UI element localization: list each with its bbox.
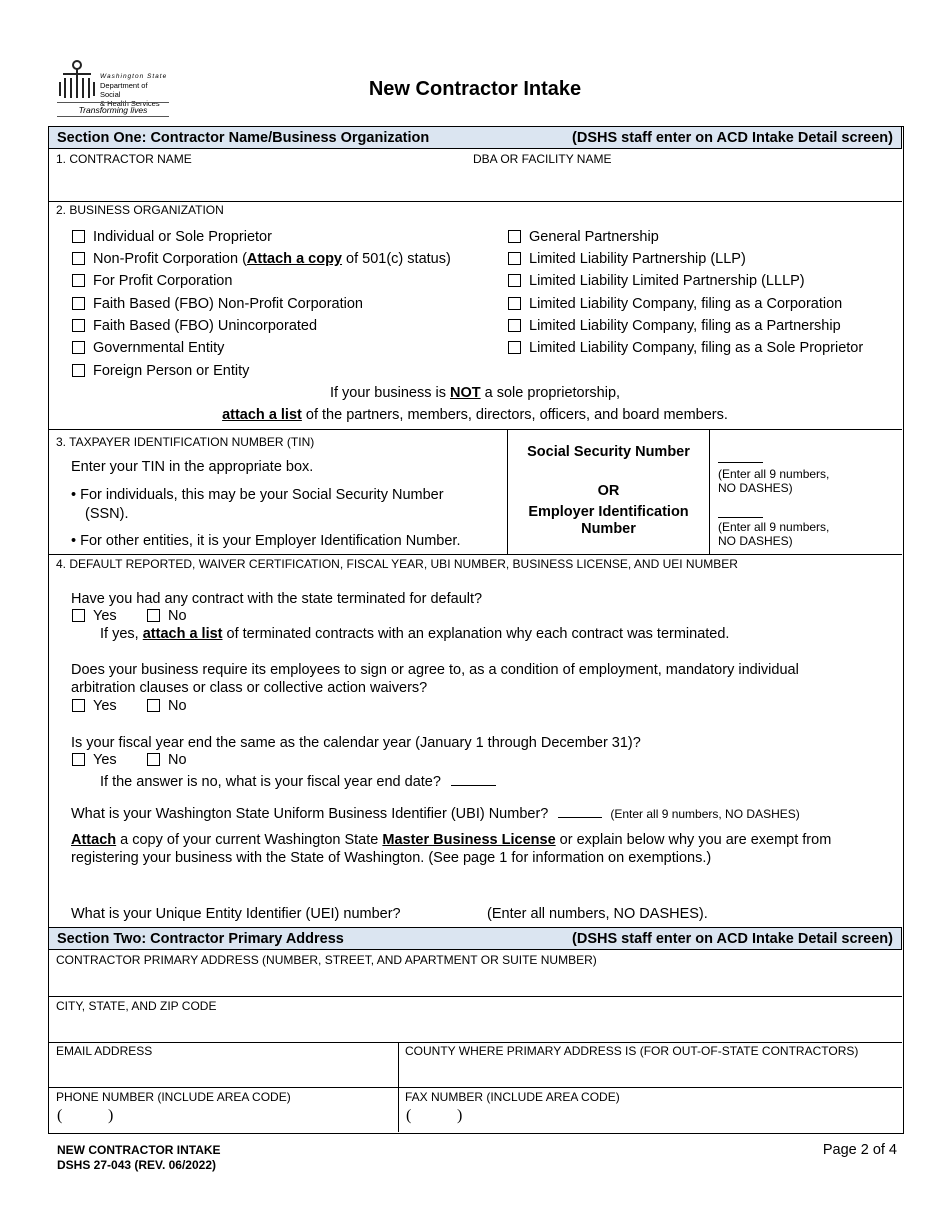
uei-question: What is your Unique Entity Identifier (UEI) number? <box>71 906 401 922</box>
not-sole-proprietor-note: If your business is NOT a sole proprietorship, <box>329 385 621 401</box>
org-option-governmental[interactable]: Governmental Entity <box>72 340 224 356</box>
checkbox[interactable] <box>72 297 85 310</box>
checkbox[interactable] <box>147 753 160 766</box>
email-field[interactable] <box>56 1061 391 1085</box>
checkbox[interactable] <box>72 319 85 332</box>
form-name: NEW CONTRACTOR INTAKE <box>57 1143 221 1157</box>
checkbox[interactable] <box>508 230 521 243</box>
business-organization-label: 2. BUSINESS ORGANIZATION <box>56 203 224 217</box>
phone-label: PHONE NUMBER (INCLUDE AREA CODE) <box>56 1090 291 1104</box>
tin-bullet-entities: • For other entities, it is your Employer Identification Number. <box>71 533 461 549</box>
divider <box>48 1087 902 1088</box>
org-option-general-partnership[interactable]: General Partnership <box>508 229 659 245</box>
city-state-zip-field[interactable] <box>56 1016 896 1040</box>
fiscal-year-end-note: If the answer is no, what is your fiscal year end date? <box>100 773 496 790</box>
divider <box>709 430 710 554</box>
phone-area-close: ) <box>108 1107 114 1124</box>
fiscal-yes-option[interactable]: Yes <box>72 752 117 768</box>
fax-label: FAX NUMBER (INCLUDE AREA CODE) <box>405 1090 620 1104</box>
primary-address-label: CONTRACTOR PRIMARY ADDRESS (NUMBER, STREET, AND APARTMENT OR SUITE NUMBER) <box>56 953 597 967</box>
ubi-hint: (Enter all 9 numbers, NO DASHES) <box>610 807 800 821</box>
org-option-fbo-unincorporated[interactable]: Faith Based (FBO) Unincorporated <box>72 318 317 334</box>
org-option-foreign[interactable]: Foreign Person or Entity <box>72 363 249 379</box>
org-option-llc-partnership[interactable]: Limited Liability Company, filing as a Partnership <box>508 318 841 334</box>
divider <box>48 201 902 202</box>
fiscal-no-option[interactable]: No <box>147 752 187 768</box>
checkbox[interactable] <box>72 753 85 766</box>
org-option-for-profit[interactable]: For Profit Corporation <box>72 273 232 289</box>
tin-bullet-individuals: • For individuals, this may be your Social Security Number <box>71 487 444 503</box>
logo-state: Washington State <box>100 73 168 80</box>
dba-label: DBA OR FACILITY NAME <box>473 152 612 166</box>
contractor-name-label: 1. CONTRACTOR NAME <box>56 152 192 166</box>
org-option-non-profit[interactable]: Non-Profit Corporation (Attach a copy of 501(c) status) <box>72 251 451 267</box>
question-4-label: 4. DEFAULT REPORTED, WAIVER CERTIFICATION, FISCAL YEAR, UBI NUMBER, BUSINESS LICENSE, AND UEI NUMBER <box>56 557 738 571</box>
form-footer <box>57 1143 221 1173</box>
checkbox[interactable] <box>508 252 521 265</box>
phone-field[interactable] <box>56 1105 391 1129</box>
checkbox[interactable] <box>72 341 85 354</box>
form-number: DSHS 27-043 (REV. 06/2022) <box>57 1158 216 1172</box>
exemption-explanation-area[interactable] <box>71 870 891 900</box>
org-option-llc-sole-proprietor[interactable]: Limited Liability Company, filing as a Sole Proprietor <box>508 340 863 356</box>
attach-list-note: attach a list of the partners, members, directors, officers, and board members. <box>222 407 728 423</box>
checkbox[interactable] <box>508 341 521 354</box>
divider <box>48 554 902 555</box>
phone-area-open: ( <box>57 1107 63 1124</box>
county-label: COUNTY WHERE PRIMARY ADDRESS IS (FOR OUT-OF-STATE CONTRACTORS) <box>405 1044 859 1058</box>
section-one-note: (DSHS staff enter on ACD Intake Detail screen) <box>572 130 893 146</box>
org-option-llp[interactable]: Limited Liability Partnership (LLP) <box>508 251 746 267</box>
arbitration-no-option[interactable]: No <box>147 698 187 714</box>
fiscal-year-end-input[interactable] <box>451 773 496 786</box>
fiscal-year-question: Is your fiscal year end the same as the calendar year (January 1 through December 31)? <box>71 735 641 751</box>
section-two-note: (DSHS staff enter on ACD Intake Detail screen) <box>572 931 893 947</box>
ein-title: Employer Identification Number <box>528 504 689 537</box>
checkbox[interactable] <box>72 230 85 243</box>
checkbox[interactable] <box>147 699 160 712</box>
divider <box>48 1042 902 1043</box>
uei-hint: (Enter all numbers, NO DASHES). <box>487 906 708 922</box>
section-two-title: Section Two: Contractor Primary Address <box>57 931 344 947</box>
checkbox[interactable] <box>72 252 85 265</box>
checkbox[interactable] <box>72 364 85 377</box>
checkbox[interactable] <box>508 297 521 310</box>
divider <box>48 996 902 997</box>
primary-address-field[interactable] <box>56 970 896 994</box>
section-one-title: Section One: Contractor Name/Business Organization <box>57 130 430 146</box>
logo-line2: & Health Services <box>100 99 160 108</box>
section-one-header <box>48 126 902 149</box>
ubi-input[interactable] <box>558 805 602 818</box>
fax-field[interactable] <box>405 1105 895 1129</box>
logo-tagline: Transforming lives <box>57 102 169 117</box>
default-no-option[interactable]: No <box>147 608 187 624</box>
ssn-input[interactable] <box>718 450 763 463</box>
divider <box>48 429 902 430</box>
checkbox[interactable] <box>508 319 521 332</box>
arbitration-question: Does your business require its employees to sign or agree to, as a condition of employment, mandatory individual <box>71 662 799 678</box>
attach-copy-link: Attach a copy <box>246 251 343 267</box>
org-option-fbo-non-profit[interactable]: Faith Based (FBO) Non-Profit Corporation <box>72 296 363 312</box>
fax-area-close: ) <box>457 1107 463 1124</box>
default-note: If yes, attach a list of terminated contracts with an explanation why each contract was terminated. <box>100 626 730 642</box>
ubi-question: What is your Washington State Uniform Business Identifier (UBI) Number? (Enter all 9 numbers, NO DASHES) <box>71 806 800 822</box>
or-text: OR <box>597 483 620 499</box>
org-option-llc-corporation[interactable]: Limited Liability Company, filing as a Corporation <box>508 296 842 312</box>
fax-area-open: ( <box>406 1107 412 1124</box>
arbitration-question-cont: arbitration clauses or class or collective action waivers? <box>71 680 428 696</box>
page-number: Page 2 of 4 <box>822 1142 897 1158</box>
ein-hint: (Enter all 9 numbers, NO DASHES) <box>718 520 830 548</box>
section-two-header <box>48 927 902 950</box>
tin-label: 3. TAXPAYER IDENTIFICATION NUMBER (TIN) <box>56 435 315 449</box>
business-license-instructions-cont: registering your business with the State of Washington. (See page 1 for information on exemptions.) <box>71 850 712 866</box>
tin-instructions: Enter your TIN in the appropriate box. <box>71 459 314 475</box>
logo-line1: Department of Social <box>100 81 148 99</box>
checkbox[interactable] <box>72 699 85 712</box>
default-yes-option[interactable]: Yes <box>72 608 117 624</box>
checkbox[interactable] <box>147 609 160 622</box>
arbitration-yes-option[interactable]: Yes <box>72 698 117 714</box>
page-title: New Contractor Intake <box>368 78 582 100</box>
org-option-lllp[interactable]: Limited Liability Limited Partnership (LLLP) <box>508 273 805 289</box>
ein-input[interactable] <box>718 505 763 518</box>
checkbox[interactable] <box>72 609 85 622</box>
email-label: EMAIL ADDRESS <box>56 1044 153 1058</box>
tin-bullet-individuals-cont: (SSN). <box>85 506 129 522</box>
org-option-sole-proprietor[interactable]: Individual or Sole Proprietor <box>72 229 272 245</box>
ssn-hint: (Enter all 9 numbers, NO DASHES) <box>718 467 830 495</box>
ssn-title: Social Security Number <box>527 444 690 460</box>
city-state-zip-label: CITY, STATE, AND ZIP CODE <box>56 999 217 1013</box>
checkbox[interactable] <box>508 274 521 287</box>
checkbox[interactable] <box>72 274 85 287</box>
business-license-instructions: Attach a copy of your current Washington State Master Business License or explain below why you are exempt from <box>71 832 832 848</box>
county-field[interactable] <box>405 1061 895 1085</box>
default-question: Have you had any contract with the state terminated for default? <box>71 591 483 607</box>
